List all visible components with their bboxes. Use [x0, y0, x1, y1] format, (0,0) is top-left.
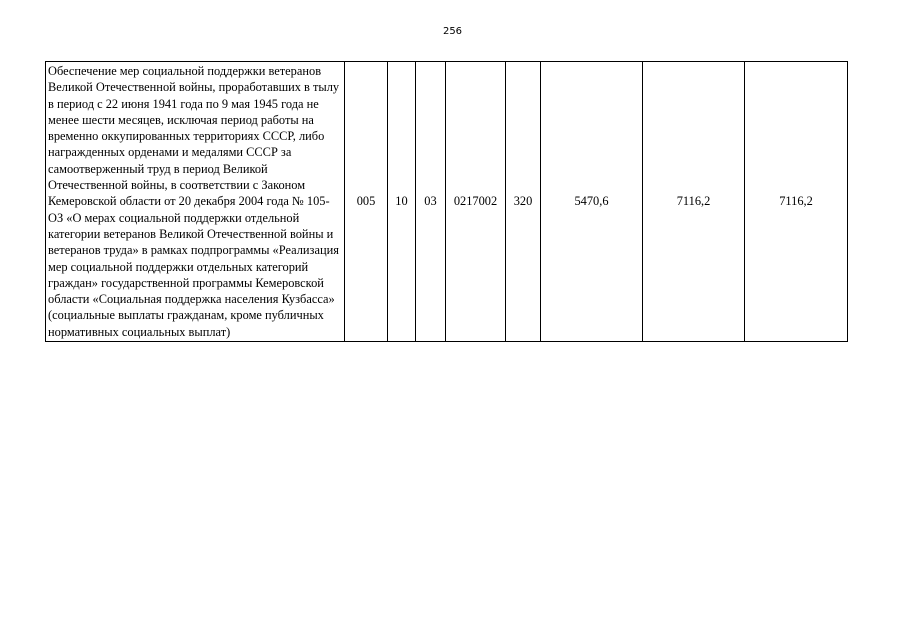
- expense-type-cell: 320: [506, 62, 541, 342]
- section-cell: 10: [388, 62, 416, 342]
- page-number: 256: [442, 26, 463, 37]
- table-row: [46, 62, 848, 342]
- amount-1-cell: 5470,6: [541, 62, 643, 342]
- description-cell: Обеспечение мер социальной поддержки ветеранов Великой Отечественной войны, проработавших в тылу в период с 22 июня 1941 года по 9 мая 1945 года не менее шести месяцев, исключая период работы на временно оккупированных территориях СССР, либо награжденных орденами и медалями СССР за самоотверженный труд в период Великой Отечественной войны, в соответствии с Законом Кемеровской области от 20 декабря 2004 года № 105-ОЗ «О мерах социальной поддержки отдельной категории ветеранов Великой Отечественной войны и ветеранов труда» в рамках подпрограммы «Реализация мер социальной поддержки отдельных категорий граждан» государственной программы Кемеровской области «Социальная поддержка населения Кузбасса» (социальные выплаты гражданам, кроме публичных нормативных социальных выплат): [46, 62, 345, 342]
- amount-3-cell: 7116,2: [745, 62, 848, 342]
- target-article-cell: 0217002: [446, 62, 506, 342]
- ministry-code-cell: 005: [345, 62, 388, 342]
- subsection-cell: 03: [416, 62, 446, 342]
- amount-2-cell: 7116,2: [643, 62, 745, 342]
- budget-table: [45, 61, 848, 342]
